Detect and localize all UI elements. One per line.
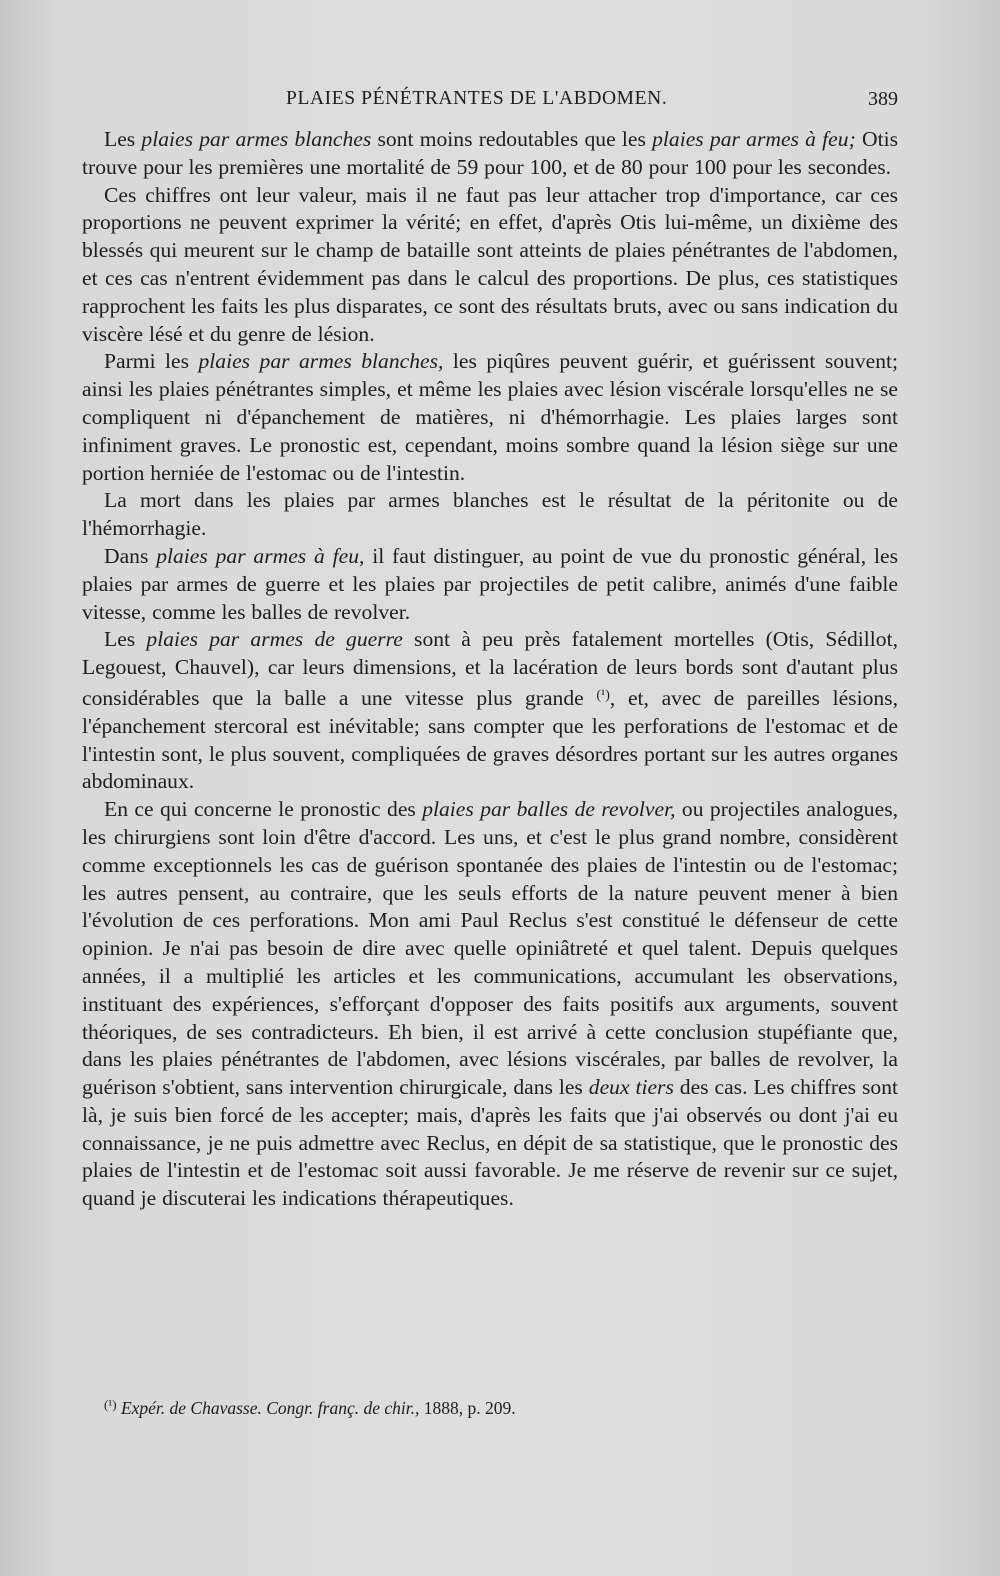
footnote-reference[interactable]: (¹): [596, 687, 610, 703]
page-number: 389: [868, 88, 898, 110]
paragraph-7: En ce qui concerne le pronostic des plaies par balles de revolver, ou projectiles analogues, les chirurgiens sont loin d'être d'accord. Les uns, et c'est le plus grand nombre, considèrent comme exceptionnels les cas de guérison spontanée des plaies de l'intestin ou de l'estomac; les autres pensent, au contraire, que les seuls efforts de la nature peuvent mener à bien l'évolution de ces perforations. Mon ami Paul Reclus s'est constitué le défenseur de cette opinion. Je n'ai pas besoin de dire avec quelle opiniâtreté et quel talent. Depuis quelques années, il a multiplié les articles et les communications, accumulant les observations, instituant des expériences, s'efforçant d'opposer des faits positifs aux arguments, souvent théoriques, de ses contradicteurs. Eh bien, il est arrivé à cette conclusion stupéfiante que, dans les plaies pénétrantes de l'abdomen, avec lésions viscérales, par balles de revolver, la guérison s'obtient, sans intervention chirurgicale, dans les deux tiers des cas. Les chiffres sont là, je suis bien forcé de les accepter; mais, d'après les faits que j'ai observés ou dont j'ai eu connaissance, je ne puis admettre avec Reclus, en dépit de sa statistique, que le pronostic des plaies de l'intestin et de l'estomac soit aussi favorable. Je me réserve de revenir sur ce sujet, quand je discuterai les indications thérapeutiques.: [82, 797, 898, 1211]
paragraph-3: Parmi les plaies par armes blanches, les piqûres peuvent guérir, et guérissent souvent; ainsi les plaies pénétrantes simples, et même les plaies avec lésion viscérale lorsqu'elles ne se compliquent ni d'épanchement de matières, ni d'hémorrhagie. Les plaies larges sont infiniment graves. Le pronostic est, cependant, moins sombre quand la lésion siège sur une portion herniée de l'estomac ou de l'intestin.: [82, 349, 898, 485]
paragraph-2: Ces chiffres ont leur valeur, mais il ne faut pas leur attacher trop d'importance, car ces proportions ne peuvent exprimer la vérité; en effet, d'après Otis lui-même, un dixième des blessés qui meurent sur le champ de bataille sont atteints de plaies pénétrantes de l'abdomen, et ces cas n'entrent évidemment pas dans le calcul des proportions. De plus, ces statistiques rapprochent les faits les plus disparates, ce sont des résultats bruts, avec ou sans indication du viscère lésé et du genre de lésion.: [82, 182, 898, 346]
paragraph-1: Les plaies par armes blanches sont moins redoutables que les plaies par armes à feu; Otis trouve pour les premières une mortalité de 59 pour 100, et de 80 pour 100 pour les secondes.: [82, 127, 898, 179]
footnote-year-page: 1888, p. 209.: [419, 1398, 516, 1418]
paragraph-5: Dans plaies par armes à feu, il faut distinguer, au point de vue du pronostic général, les plaies par armes de guerre et les plaies par projectiles de petit calibre, animés d'une faible vitesse, comme les balles de revolver.: [82, 543, 898, 624]
running-title: PLAIES PÉNÉTRANTES DE L'ABDOMEN.: [286, 88, 668, 109]
paragraph-4: La mort dans les plaies par armes blanches est le résultat de la péritonite ou de l'hémorrhagie.: [82, 488, 898, 541]
footnote-mark: (¹): [104, 1397, 117, 1412]
paragraph-6: Les plaies par armes de guerre sont à peu près fatalement mortelles (Otis, Sédillot, Legouest, Chauvel), car leurs dimensions, et la lacération de leurs bords sont d'autant plus considérables que la balle a une vitesse plus grande $^{(^1)}$, et, avec de pareilles lésions, l'épanchement stercoral est inévitable; sans compter que les perforations de l'estomac et de l'intestin sont, le plus souvent, compliquées de graves désordres portant sur les autres organes abdominaux.: [82, 627, 898, 794]
body-text: [82, 126, 898, 1213]
page-header: [82, 88, 898, 118]
footnote: [104, 1394, 898, 1419]
footnote-citation: Expér. de Chavasse. Congr. franç. de chir.,: [116, 1398, 420, 1418]
